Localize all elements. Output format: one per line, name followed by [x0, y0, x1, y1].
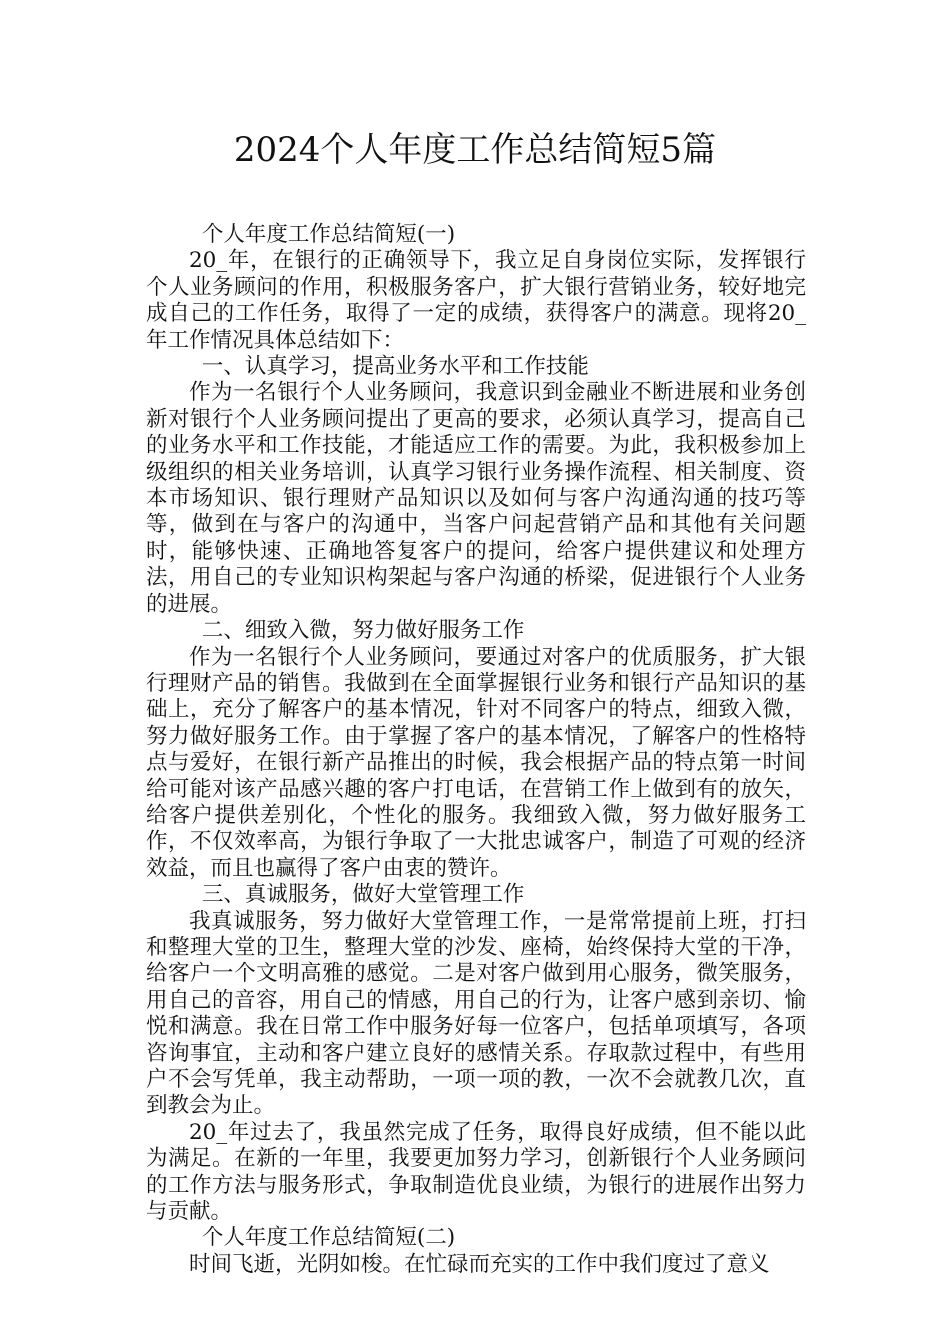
section-heading: 三、真诚服务，做好大堂管理工作 [201, 882, 525, 908]
document-title: 2024个人年度工作总结简短5篇 [233, 130, 717, 170]
paragraph: 作为一名银行个人业务顾问，我意识到金融业不断进展和业务创新对银行个人业务顾问提出了更高的要求，必须认真学习，提高自己的业务水平和工作技能，才能适应工作的需要。为此，我积极参加上级组织的相关业务培训，认真学习银行业务操作流程、相关制度、资本市场知识、银行理财产品知识以及如何与客户沟通沟通的技巧等等，做到在与客户的沟通中，当客户问起营销产品和其他有关问题时，能够快速、正确地答复客户的提问，给客户提供建议和处理方法，用自己的专业知识构架起与客户沟通的桥梁，促进银行个人业务的进展。 [146, 380, 806, 617]
document-body [146, 222, 806, 1278]
section-heading: 二、细致入微，努力做好服务工作 [201, 618, 525, 644]
paragraph: 20_年过去了，我虽然完成了任务，取得良好成绩，但不能以此为满足。在新的一年里，我要更加努力学习，创新银行个人业务顾问的工作方法与服务形式，争取制造优良业绩，为银行的进展作出努力与贡献。 [146, 1119, 806, 1225]
section-heading: 个人年度工作总结简短(一) [201, 222, 456, 247]
paragraph: 20_年，在银行的正确领导下，我立足自身岗位实际，发挥银行个人业务顾问的作用，积极服务客户，扩大银行营销业务，较好地完成自己的工作任务，取得了一定的成绩，获得客户的满意。现将20_年工作情况具体总结如下： [146, 248, 806, 353]
paragraph: 作为一名银行个人业务顾问，要通过对客户的优质服务，扩大银行理财产品的销售。我做到在全面掌握银行业务和银行产品知识的基础上，充分了解客户的基本情况，针对不同客户的特点，细致入微，努力做好服务工作。由于掌握了客户的基本情况，了解客户的性格特点与爱好，在银行新产品推出的时候，我会根据产品的特点第一时间给可能对该产品感兴趣的客户打电话，在营销工作上做到有的放矢，给客户提供差别化，个性化的服务。我细致入微，努力做好服务工作，不仅效率高，为银行争取了一大批忠诚客户，制造了可观的经济效益，而且也赢得了客户由衷的赞许。 [146, 644, 806, 881]
section-heading: 一、认真学习，提高业务水平和工作技能 [201, 354, 589, 380]
paragraph: 时间飞逝，光阴如梭。在忙碌而充实的工作中我们度过了意义 [189, 1251, 770, 1277]
section-heading: 个人年度工作总结简短(二) [201, 1225, 456, 1251]
paragraph: 我真诚服务，努力做好大堂管理工作，一是常常提前上班，打扫和整理大堂的卫生，整理大堂的沙发、座椅，始终保持大堂的干净，给客户一个文明高雅的感觉。二是对客户做到用心服务，微笑服务，用自己的音容，用自己的情感，用自己的行为，让客户感到亲切、愉悦和满意。我在日常工作中服务好每一位客户，包括单项填写，各项咨询事宜，主动和客户建立良好的感情关系。存取款过程中，有些用户不会写凭单，我主动帮助，一项一项的教，一次不会就教几次，直到教会为止。 [146, 908, 806, 1119]
